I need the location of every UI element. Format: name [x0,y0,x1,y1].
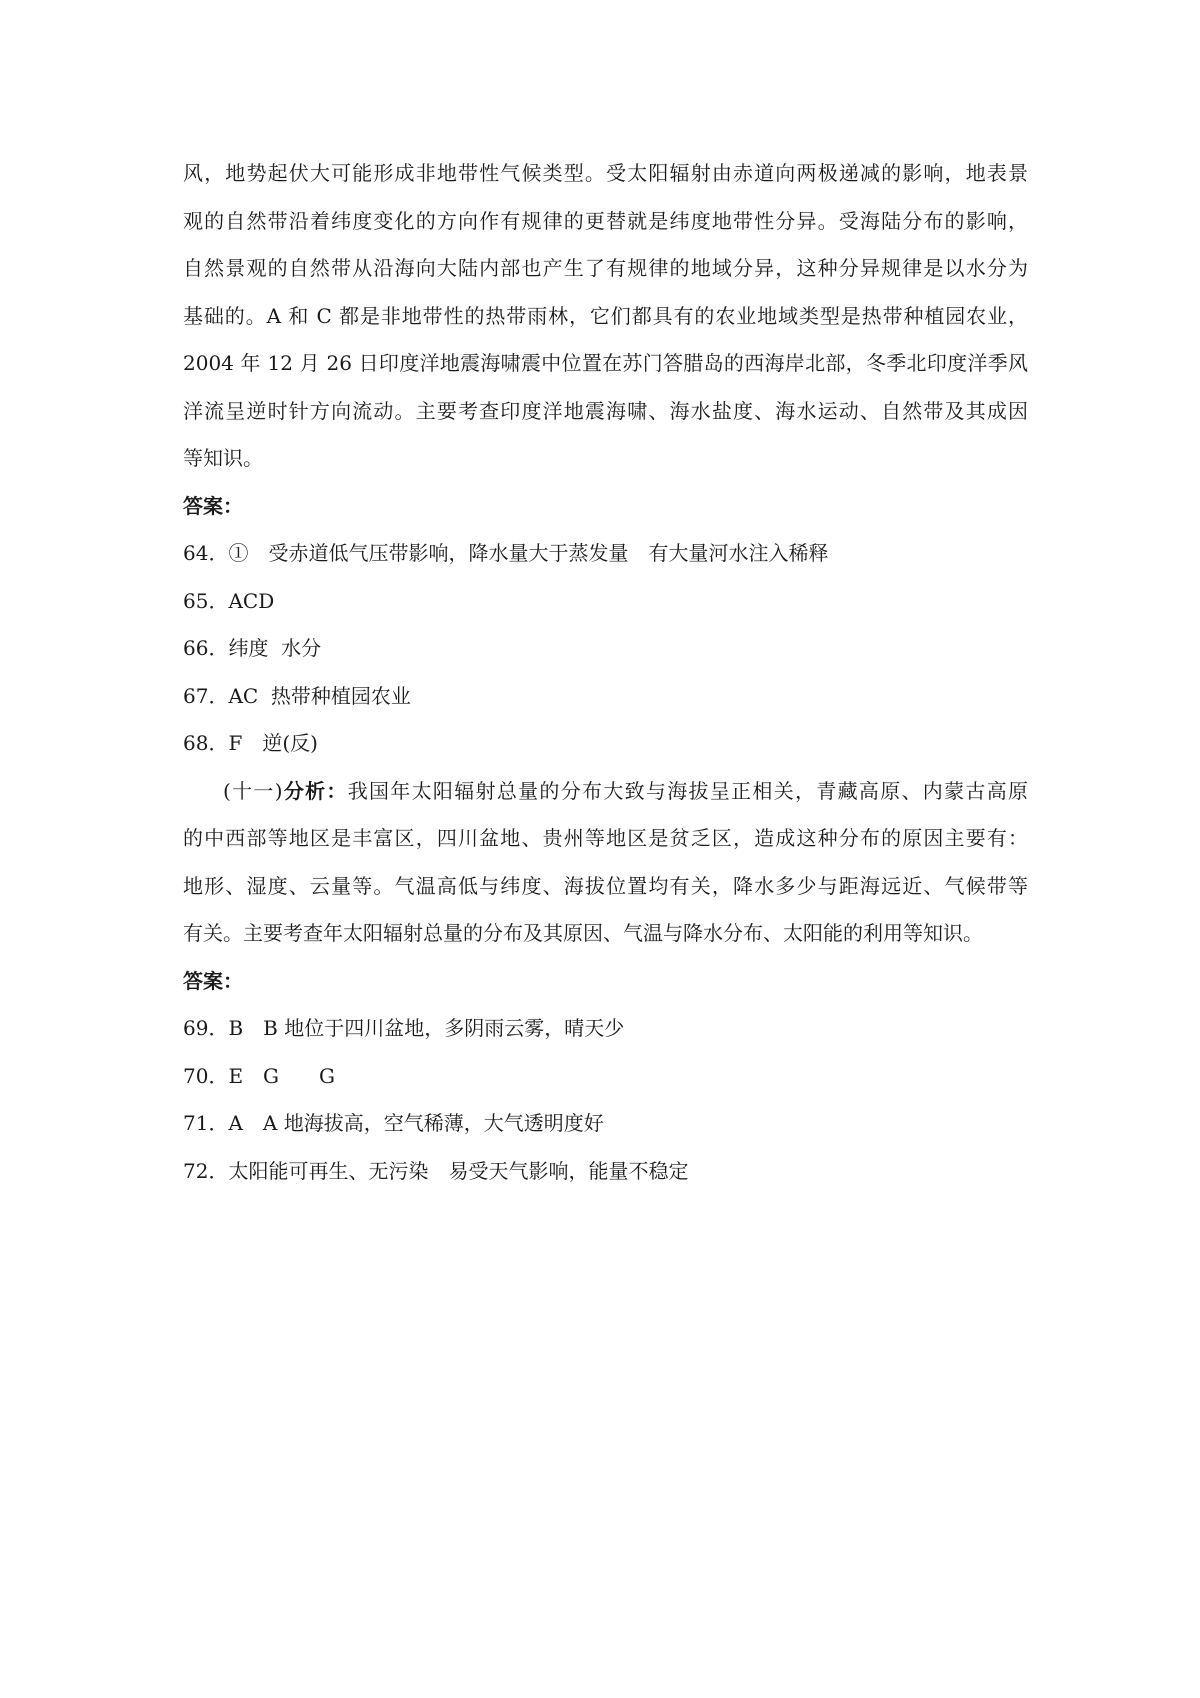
text-line: 2004 年 12 月 26 日印度洋地震海啸震中位置在苏门答腊岛的西海岸北部，冬季北印度洋季风 [183,351,1028,375]
answer-item: 66．纬度 水分 [183,636,322,660]
text-line: 基础的。A 和 C 都是非地带性的热带雨林，它们都具有的农业地域类型是热带种植园农业， [183,303,1028,328]
answer-item: 68．F 逆(反) [183,731,318,755]
answer-list-1 [183,530,1028,768]
answer-item: 71．A A 地海拔高，空气稀薄，大气透明度好 [183,1111,604,1135]
analysis-paragraph-1 [183,150,1028,483]
answer-list-2 [183,1005,1028,1195]
text-line: 洋流呈逆时针方向流动。主要考查印度洋地震海啸、海水盐度、海水运动、自然带及其成因 [183,398,1028,423]
analysis-paragraph-2 [183,768,1028,958]
text-line: 有关。主要考查年太阳辐射总量的分布及其原因、气温与降水分布、太阳能的利用等知识。 [183,921,983,945]
answer-item: 69．B B 地位于四川盆地，多阴雨云雾，晴天少 [183,1016,625,1040]
text-line: 自然景观的自然带从沿海向大陆内部也产生了有规律的地域分异，这种分异规律是以水分为 [183,256,1028,280]
answer-heading-1: 答案： [183,493,243,518]
answer-item: 67．AC 热带种植园农业 [183,683,411,708]
analysis-text: 我国年太阳辐射总量的分布大致与海拔呈正相关，青藏高原、内蒙古高原 [347,778,1029,803]
answer-item: 64．① 受赤道低气压带影响，降水量大于蒸发量 有大量河水注入稀释 [183,541,829,565]
text-line [183,768,1028,816]
answer-heading-2: 答案： [183,968,243,993]
answer-item: 65．ACD [183,588,275,613]
text-line: 的中西部等地区是丰富区，四川盆地、贵州等地区是贫乏区，造成这种分布的原因主要有： [183,826,1028,850]
answer-item: 72．太阳能可再生、无污染 易受天气影响，能量不稳定 [183,1158,689,1183]
text-line: 等知识。 [183,446,263,470]
text-line: 观的自然带沿着纬度变化的方向作有规律的更替就是纬度地带性分异。受海陆分布的影响， [183,208,1028,233]
document-page [183,150,1028,1195]
answer-item: 70．E G G [183,1063,336,1088]
text-line: 风，地势起伏大可能形成非地带性气候类型。受太阳辐射由赤道向两极递减的影响，地表景 [183,161,1028,185]
section-number: (十一) [223,778,283,803]
text-line: 地形、湿度、云量等。气温高低与纬度、海拔位置均有关，降水多少与距海远近、气候带等 [183,873,1028,898]
analysis-label: 分析： [282,778,348,803]
